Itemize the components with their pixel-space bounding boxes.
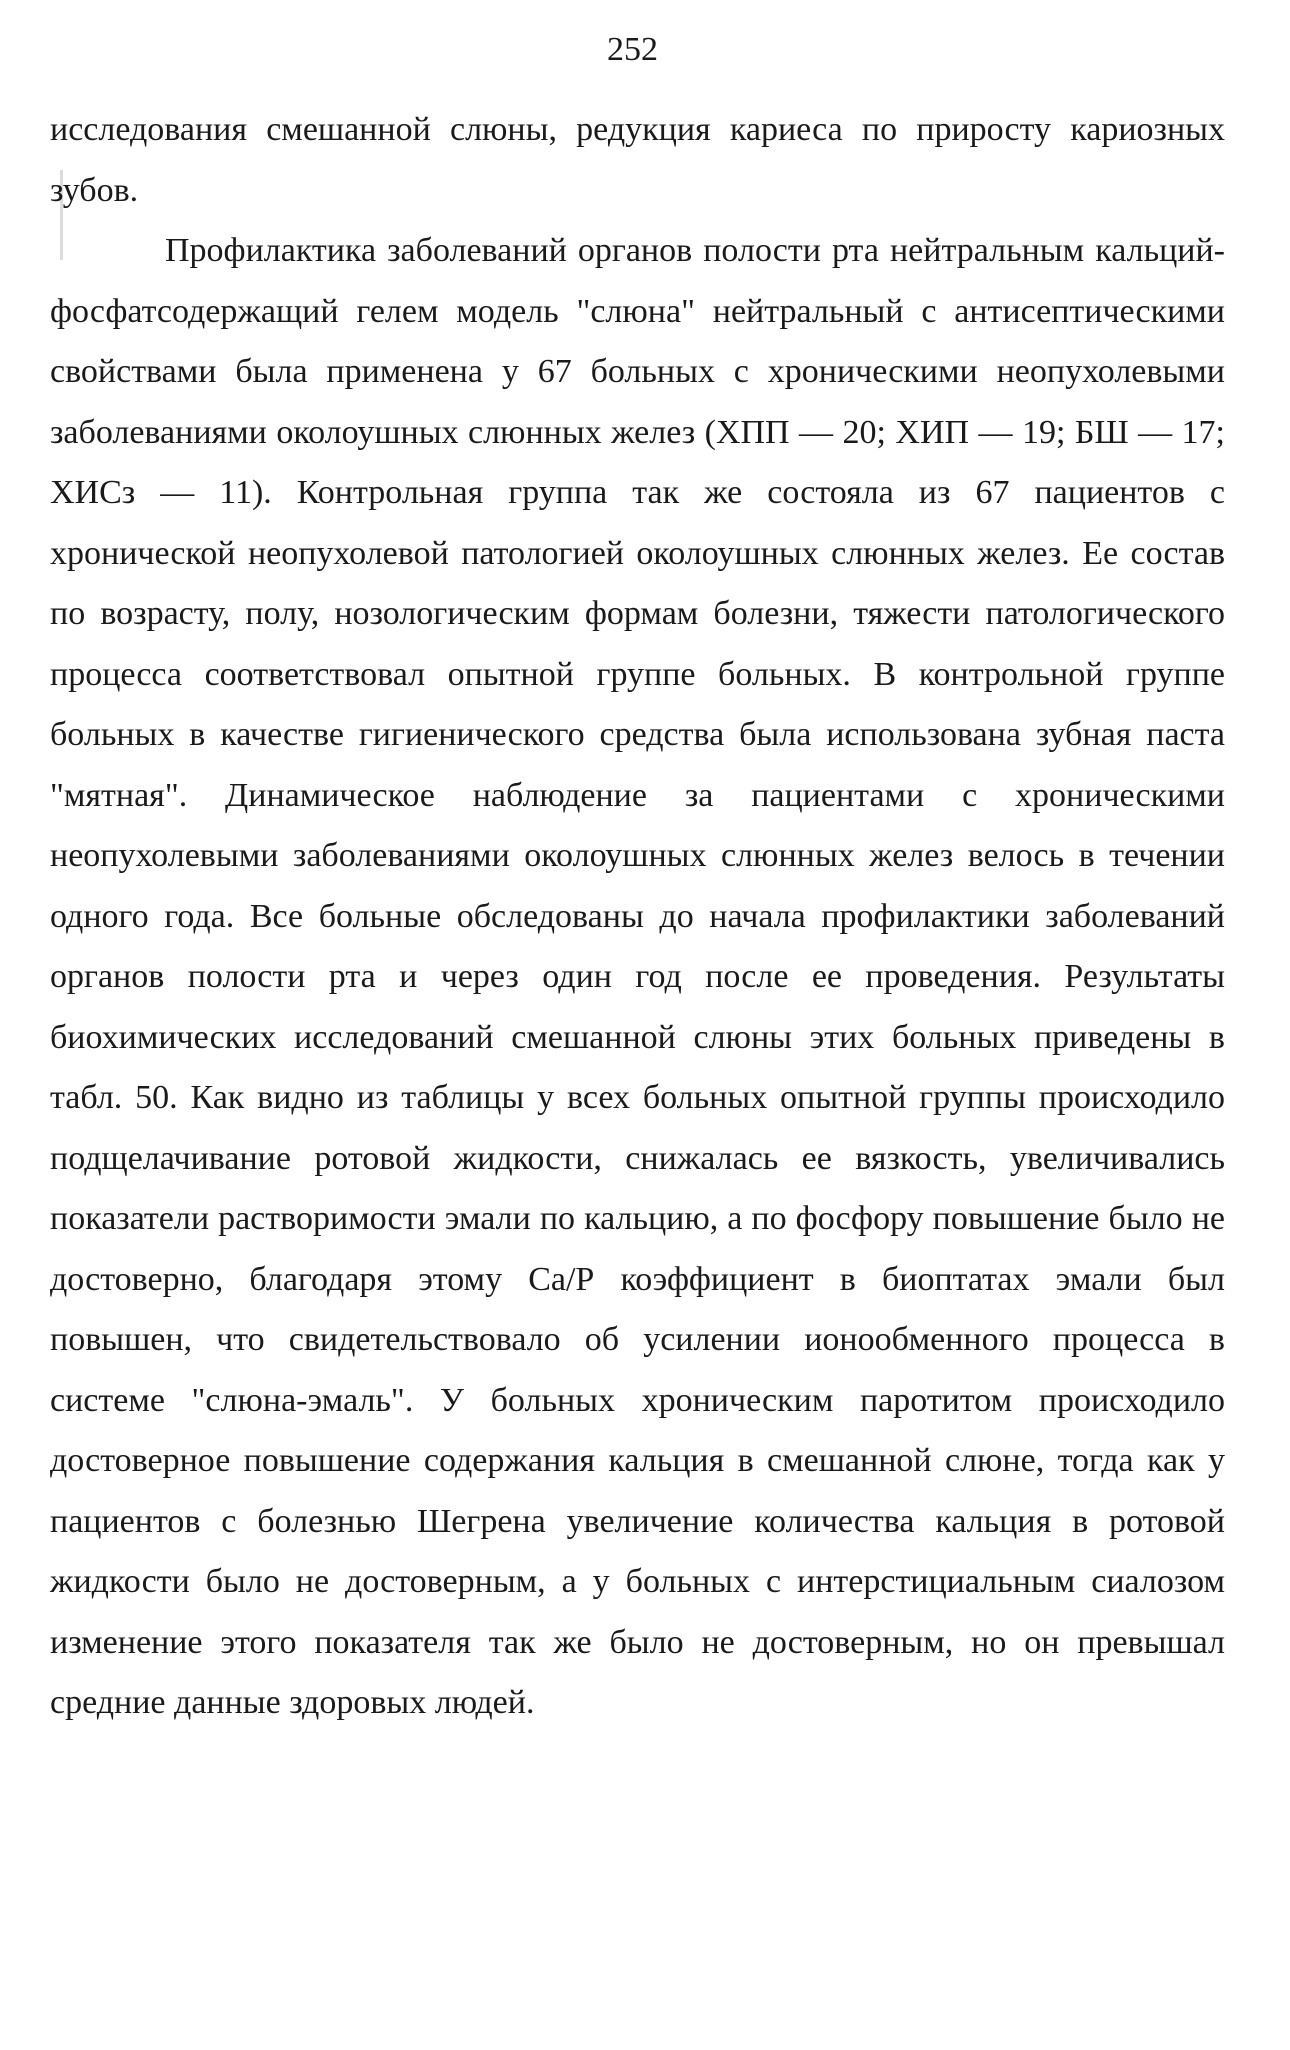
page-number: 252 <box>607 31 658 68</box>
paragraph-main: Профилактика заболеваний органов полости рта нейтральным кальций-фосфатсодержащий гелем модель "слюна" нейтральный с антисептическими свойствами была применена у 67 больных с хроническими неопухолевыми заболеваниями околоушных слюнных желез (ХПП — 20; ХИП — 19; БШ — 17; ХИСз — 11). Контрольная группа так же состояла из 67 пациентов с хронической неопухолевой патологией околоушных слюнных желез. Ее состав по возрасту, полу, нозологическим формам болезни, тяжести патологического процесса соответствовал опытной группе больных. В контрольной группе больных в качестве гигиенического средства была использована зубная паста "мятная". Динамическое наблюдение за пациентами с хроническими неопухолевыми заболеваниями околоушных слюнных желез велось в течении одного года. Все больные обследованы до начала профилактики заболеваний органов полости рта и через один год после ее проведения. Результаты биохимических исследований смешанной слюны этих больных приведены в табл. 50. Как видно из таблицы у всех больных опытной группы происходило подщелачивание ротовой жидкости, снижалась ее вязкость, увеличивались показатели растворимости эмали по кальцию, а по фосфору повышение было не достоверно, благодаря этому Са/Р коэффициент в биоптатах эмали был повышен, что свидетельствовало об усилении ионообменного процесса в системе "слюна-эмаль". У больных хроническим паротитом происходило достоверное повышение содержания кальция в смешанной слюне, тогда как у пациентов с болезнью Шегрена увеличение количества кальция в ротовой жидкости было не достоверным, а у больных с интерстициальным сиалозом изменение этого показателя так же было не достоверным, но он превышал средние данные здоровых людей. <box>50 232 1225 1721</box>
body-text <box>50 100 1225 1734</box>
paragraph-continuation: исследования смешанной слюны, редукция кариеса по приросту кариозных зубов. <box>50 111 1225 209</box>
